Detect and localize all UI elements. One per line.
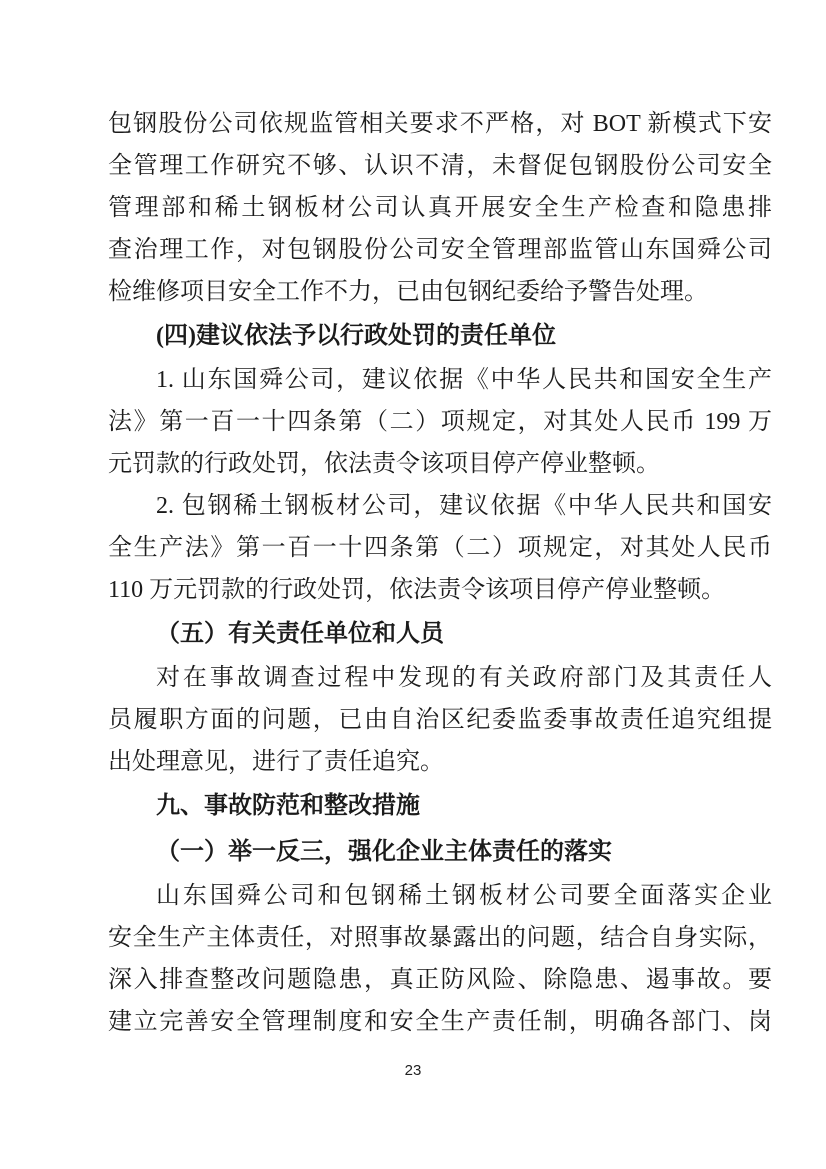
heading-section-9-1: （一）举一反三，强化企业主体责任的落实 — [156, 839, 612, 865]
text-line: 管理部和稀土钢板材公司认真开展安全生产检查和隐患排 — [108, 195, 772, 221]
text-line: 安全生产主体责任，对照事故暴露出的问题，结合自身实际， — [108, 925, 772, 951]
heading-section-5: （五）有关责任单位和人员 — [156, 621, 444, 647]
text-line: 对在事故调查过程中发现的有关政府部门及其责任人 — [156, 665, 772, 691]
text-line: 全管理工作研究不够、认识不清，未督促包钢股份公司安全 — [108, 153, 772, 179]
page-number: 23 — [404, 1062, 422, 1079]
text-line: 2. 包钢稀土钢板材公司，建议依据《中华人民共和国安 — [156, 493, 772, 519]
text-line: 110 万元罚款的行政处罚，依法责令该项目停产停业整顿。 — [108, 577, 726, 603]
text-line: 全生产法》第一百一十四条第（二）项规定，对其处人民币 — [108, 535, 772, 561]
text-line: 查治理工作，对包钢股份公司安全管理部监管山东国舜公司 — [108, 237, 772, 263]
document-body — [108, 103, 772, 1043]
text-line: 建立完善安全管理制度和安全生产责任制，明确各部门、岗 — [108, 1009, 772, 1035]
text-line: 员履职方面的问题，已由自治区纪委监委事故责任追究组提 — [108, 707, 772, 733]
heading-section-4: (四)建议依法予以行政处罚的责任单位 — [156, 323, 556, 349]
text-line: 山东国舜公司和包钢稀土钢板材公司要全面落实企业 — [156, 883, 772, 909]
text-line: 包钢股份公司依规监管相关要求不严格，对 BOT 新模式下安 — [108, 111, 772, 137]
text-line: 检维修项目安全工作不力，已由包钢纪委给予警告处理。 — [108, 279, 708, 305]
text-line: 1. 山东国舜公司，建议依据《中华人民共和国安全生产 — [156, 367, 772, 393]
text-line: 元罚款的行政处罚，依法责令该项目停产停业整顿。 — [108, 451, 660, 477]
text-line: 深入排查整改问题隐患，真正防风险、除隐患、遏事故。要 — [108, 967, 772, 993]
heading-section-9: 九、事故防范和整改措施 — [156, 792, 420, 819]
page-footer — [0, 1062, 826, 1080]
text-line: 出处理意见，进行了责任追究。 — [108, 749, 444, 775]
text-line: 法》第一百一十四条第（二）项规定，对其处人民币 199 万 — [108, 409, 772, 435]
